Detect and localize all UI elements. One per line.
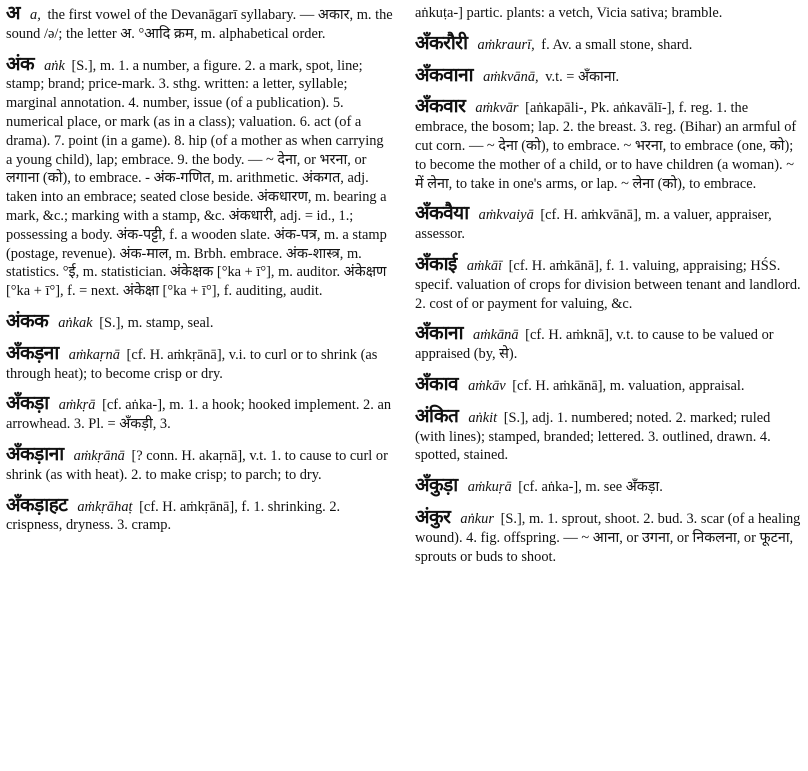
headword: अ xyxy=(6,4,21,24)
entry-ankvana xyxy=(415,63,802,87)
transliteration: aṁkuṛā xyxy=(467,479,512,496)
transliteration: aṅk xyxy=(44,57,65,74)
transliteration: aṁkṛānā xyxy=(73,447,125,464)
headword: अँकाना xyxy=(415,322,463,345)
definition: [cf. aṅka-], m. 1. a hook; hooked implement. 2. an arrowhead. 3. Pl. = अँकड़ी, 3. xyxy=(6,397,392,433)
entry-ankvaiya xyxy=(415,204,802,244)
headword: अँकाव xyxy=(415,372,459,395)
transliteration: aṁkaṛnā xyxy=(68,346,120,363)
entry-ankrauri xyxy=(415,31,802,55)
definition: [cf. H. aṁknā], v.t. to cause to be valued or appraised (by, से). xyxy=(415,327,774,363)
headword: अँकवाना xyxy=(415,63,474,86)
entry-a xyxy=(6,4,393,44)
transliteration: aṁkāv xyxy=(468,377,506,394)
definition: [aṅkapāli-, Pk. aṅkavālī-], f. reg. 1. the embrace, the bosom; lap. 2. the breast. 3. reg. (Bihar) an armful of cut corn. — ~ देना (को), to embrace. ~ भरना, to embrace (one, को); to become the mother of a child, or to have children (a woman). ~ में लेना, to take in one's arms, or lap. ~ लेना (को), to embrace. xyxy=(415,100,797,192)
definition: [S.], m. 1. sprout, shoot. 2. bud. 3. scar (of a healing wound). 4. fig. offspring. — ~ आना, or उगना, or निकलना, or फूटना, sprouts or buds to shoot. xyxy=(415,510,801,565)
entry-ankak xyxy=(6,309,393,333)
transliteration: aṁkṛā xyxy=(58,397,96,414)
entry-ankav xyxy=(415,372,802,396)
transliteration: aṅkit xyxy=(468,409,498,426)
definition: [cf. H. aṁkānā], m. valuation, appraisal. xyxy=(512,377,745,394)
definition: [S.], m. 1. a number, a figure. 2. a mark, spot, line; stamp; brand; price-mark. 3. sthg. written: a letter, syllable; marginal annotation. 4. number, issue (of a publication). 5. numerical place, or mark (as in a class); valuation. 6. act (of a drama). 7. point (in a game). 8. hip (of a mother as when carrying a young child), lap; embrace. 9. the body. — ~ देना, or भरना, or लगाना (को), to embrace. - अंक-गणित, m. arithmetic. अंकगत, adj. taken into an embrace; seated close beside. अंकधारण, m. bearing a mark, &c.; marking with a stamp, &c. अंकधारी, adj. = id., 1.; possessing a body. अंक-पट्टी, f. a wooden slate. अंक-पत्र, m. a stamp (postage, revenue). अंक-माल, m. Brbh. embrace. अंक-शास्त्र, m. statistics. °ई, m. statistician. अंकेक्षक [°ka + ī°], m. auditor. अंकेक्षण [°ka + ī°], f. = next. अंकेक्षा [°ka + ī°], f. auditing, audit. xyxy=(6,57,387,300)
definition: v.t. = अँकाना. xyxy=(545,68,620,85)
transliteration: aṁkṛāhaṭ xyxy=(77,498,133,515)
transliteration: aṁkānā xyxy=(473,327,519,344)
definition: [cf. H. aṁkvānā], m. a valuer, appraiser, assessor. xyxy=(415,207,772,243)
headword: अंकुर xyxy=(415,505,451,528)
transliteration: aṁkvānā, xyxy=(483,68,539,85)
transliteration: aṁkvaiyā xyxy=(478,207,534,224)
headword: अंकित xyxy=(415,404,459,427)
headword: अँकड़ाना xyxy=(6,442,64,465)
entry-ankvar xyxy=(415,97,802,193)
headword: अंक xyxy=(6,52,35,75)
headword: अँकुड़ा xyxy=(415,474,458,497)
entry-ankra xyxy=(6,394,393,434)
entry-ank xyxy=(6,52,393,301)
transliteration: aṁkvār xyxy=(475,100,519,117)
headword: अँकड़ाहट xyxy=(6,493,68,516)
definition: the first vowel of the Devanāgarī syllabary. — अकार, m. the sound /ə/; the letter अ. °आदि क्रम, m. alphabetical order. xyxy=(6,7,393,42)
headword: अँकाई xyxy=(415,252,457,275)
definition: [cf. H. aṁkṛānā], f. 1. shrinking. 2. crispness, dryness. 3. cramp. xyxy=(6,498,341,534)
entry-ankrahat xyxy=(6,493,393,536)
transliteration: aṁkāī xyxy=(466,257,503,274)
definition: aṅkuṭa-] partic. plants: a vetch, Vicia sativa; bramble. xyxy=(415,5,723,21)
entry-ankura xyxy=(415,476,802,497)
headword: अँकवार xyxy=(415,95,466,118)
transliteration: aṅkur xyxy=(460,510,494,527)
headword: अँकवैया xyxy=(415,202,469,225)
entry-ankai xyxy=(415,252,802,313)
continued-entry xyxy=(415,4,802,23)
headword: अँकरौरी xyxy=(415,31,468,54)
entry-ankur xyxy=(415,505,802,566)
definition: [S.], m. stamp, seal. xyxy=(99,314,214,331)
definition: [cf. H. aṁkānā], f. 1. valuing, appraising; HŚS. specif. valuation of crops for division between tenant and landlord. 2. cost of or payment for valuing, &c. xyxy=(415,257,801,312)
transliteration: aṁkraurī, xyxy=(477,36,535,53)
left-column xyxy=(6,4,393,771)
entry-ankarna xyxy=(6,341,393,384)
definition: [cf. aṅka-], m. see अँकड़ा. xyxy=(518,479,663,496)
right-column xyxy=(415,4,802,771)
definition: f. Av. a small stone, shard. xyxy=(541,36,693,53)
transliteration: a, xyxy=(30,7,41,23)
definition: [cf. H. aṁkṛānā], v.i. to curl or to shrink (as through heat); to become crisp or dry. xyxy=(6,346,378,382)
definition: [? conn. H. akaṛnā], v.t. 1. to cause to curl or shrink (as with heat). 2. to make crisp; to parch; to dry. xyxy=(6,447,388,483)
headword: अँकड़ा xyxy=(6,392,49,415)
entry-ankana xyxy=(415,324,802,364)
definition: [S.], adj. 1. numbered; noted. 2. marked; ruled (with lines); stamped, branded; lettered. 3. outlined, drawn. 4. spotted, stained. xyxy=(415,409,771,464)
headword: अँकड़ना xyxy=(6,341,59,364)
entry-ankrana xyxy=(6,442,393,485)
entry-ankit xyxy=(415,404,802,465)
transliteration: aṅkak xyxy=(58,314,93,331)
headword: अंकक xyxy=(6,309,49,332)
